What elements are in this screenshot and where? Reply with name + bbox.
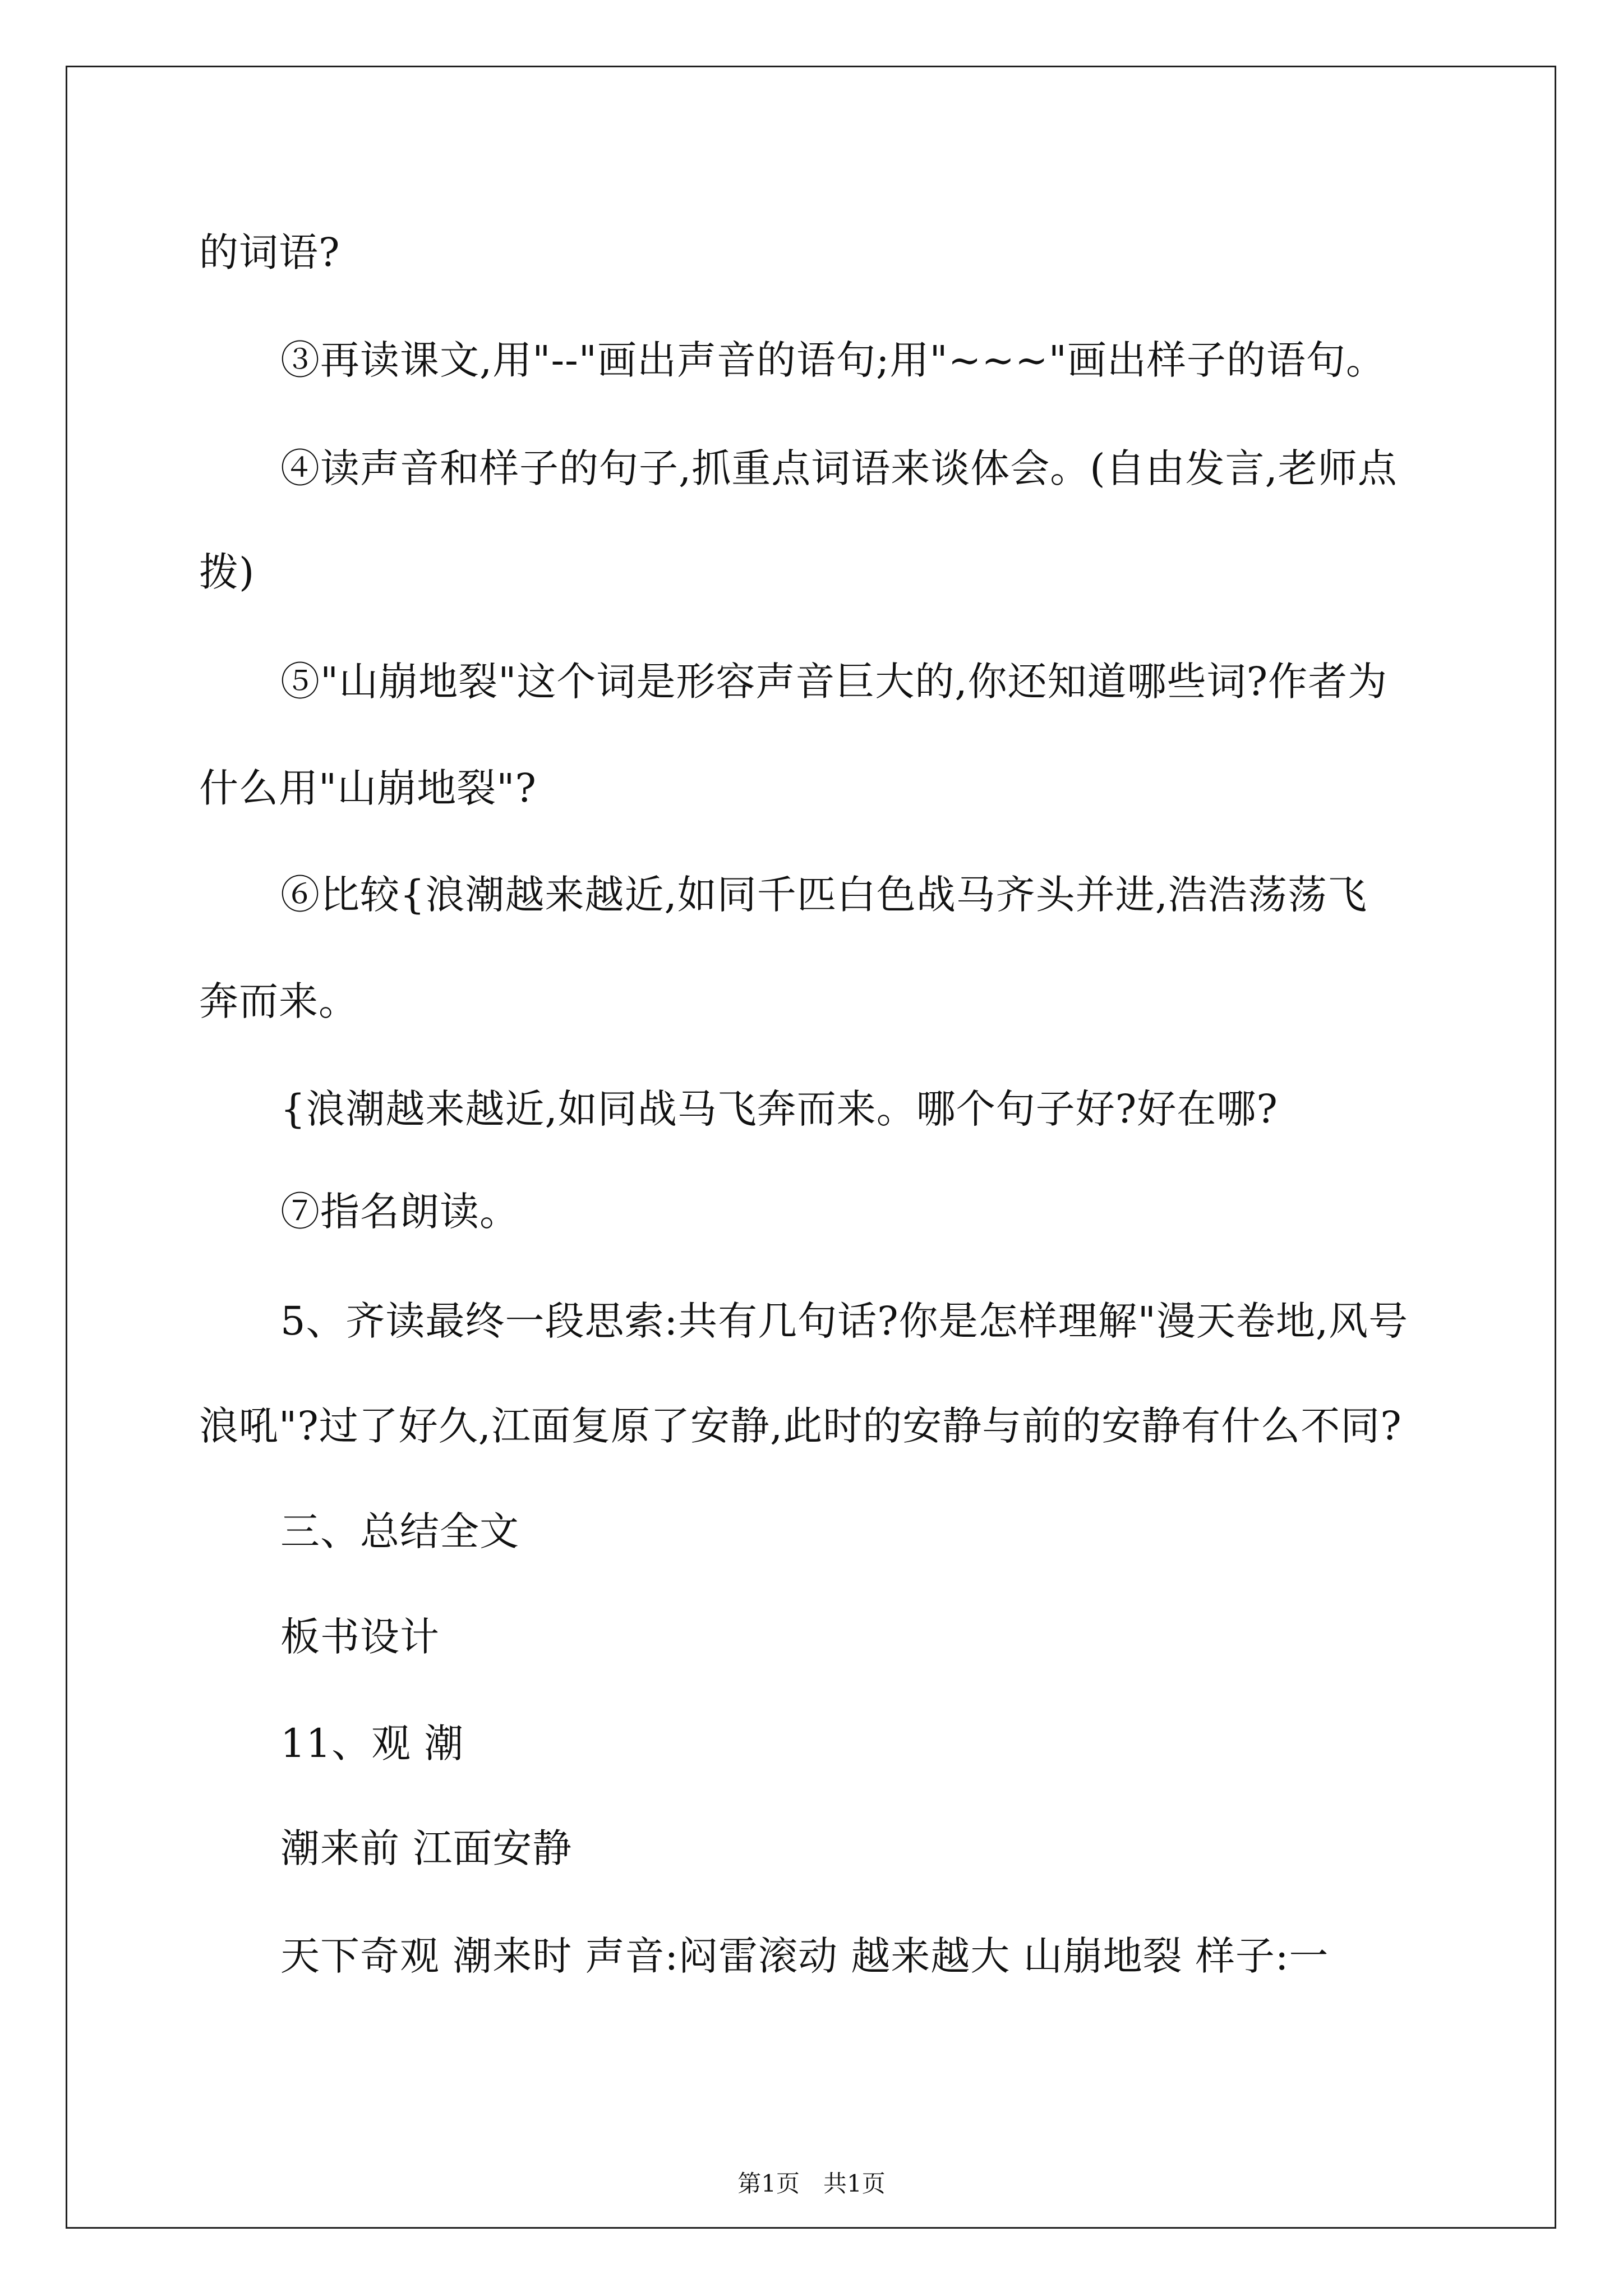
- text-line-16: 潮来前 江面安静: [280, 1825, 573, 1871]
- text-line-6: 什么用"山崩地裂"?: [199, 765, 537, 811]
- text-line-2: ③再读课文,用"--"画出声音的语句;用"~~~"画出样子的语句。: [280, 337, 1386, 383]
- page-border: [66, 66, 1556, 2229]
- text-line-12: 浪吼"?过了好久,江面复原了安静,此时的安静与前的安静有什么不同?: [199, 1403, 1402, 1449]
- text-line-9: {浪潮越来越近,如同战马飞奔而来。哪个句子好?好在哪?: [280, 1086, 1278, 1132]
- text-line-8: 奔而来。: [199, 978, 358, 1024]
- text-line-11: 5、齐读最终一段思索:共有几句话?你是怎样理解"漫天卷地,风号: [280, 1298, 1409, 1344]
- page-number: 第1页 共1页: [737, 2170, 886, 2197]
- text-line-1: 的词语?: [199, 229, 340, 275]
- text-line-14: 板书设计: [280, 1614, 440, 1660]
- text-line-10: ⑦指名朗读。: [280, 1189, 519, 1235]
- text-line-15: 11、观 潮: [280, 1720, 464, 1766]
- text-line-7: ⑥比较{浪潮越来越近,如同千匹白色战马齐头并进,浩浩荡荡飞: [280, 872, 1368, 918]
- text-line-13: 三、总结全文: [280, 1508, 519, 1554]
- text-line-17: 天下奇观 潮来时 声音:闷雷滚动 越来越大 山崩地裂 样子:一: [280, 1933, 1329, 1979]
- text-line-3: ④读声音和样子的句子,抓重点词语来谈体会。(自由发言,老师点: [280, 445, 1398, 491]
- text-line-4: 拨): [199, 549, 255, 595]
- text-line-5: ⑤"山崩地裂"这个词是形容声音巨大的,你还知道哪些词?作者为: [280, 659, 1388, 705]
